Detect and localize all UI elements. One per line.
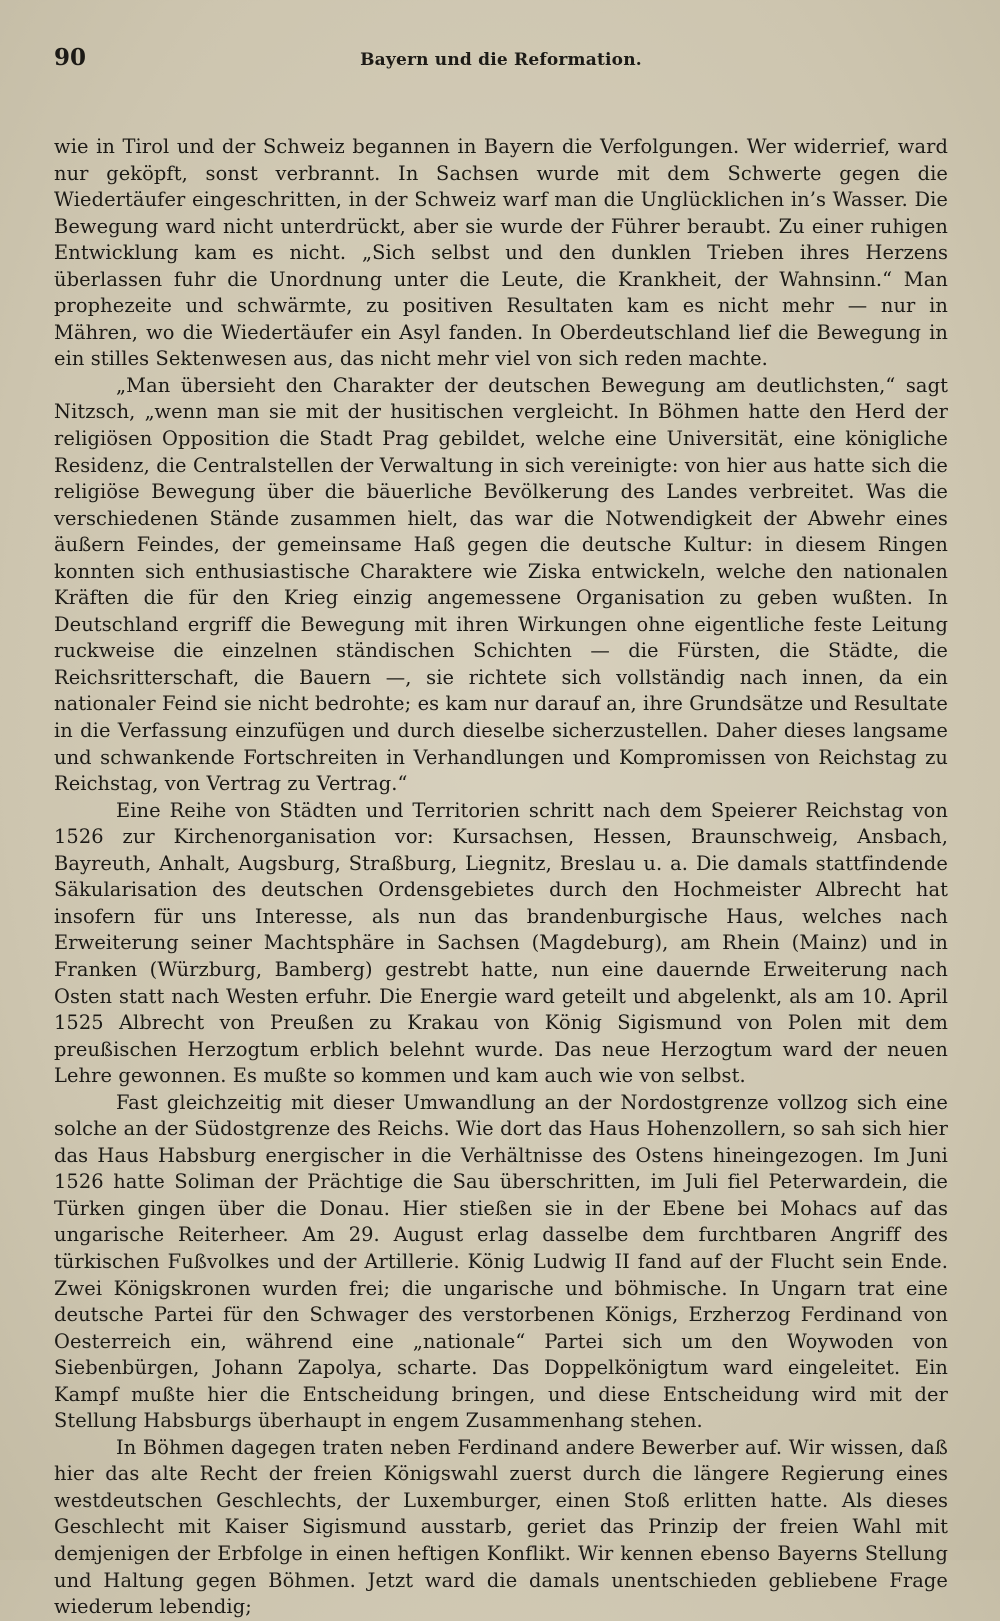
paragraph-5: In Böhmen dagegen traten neben Ferdinand andere Bewerber auf. Wir wissen, daß hier das alte Recht der freien Königswahl zuerst durch die längere Regierung eines westdeutschen Geschlechts, der Luxemburger, einen Stoß erlitten hatte. Als dieses Geschlecht mit Kaiser Sigismund ausstarb, geriet das Prinzip der freien Wahl mit demjenigen der Erbfolge in einen heftigen Konflikt. Wir kennen ebenso Bayerns Stellung und Haltung gegen Böhmen. Jetzt ward die damals unentschieden gebliebene Frage wiederum lebendig; — [54, 1435, 948, 1619]
page-number: 90 — [54, 44, 87, 71]
body-text — [54, 134, 948, 1621]
paragraph-2: „Man übersieht den Charakter der deutschen Bewegung am deutlichsten,“ sagt Nitzsch, „wenn man sie mit der husitischen vergleicht. In Böhmen hatte den Herd der religiösen Opposition die Stadt Prag gebildet, welche eine Universität, eine königliche Residenz, die Centralstellen der Verwaltung in sich vereinigte: von hier aus hatte sich die religiöse Bewegung über die bäuerliche Bevölkerung des Landes verbreitet. Was die verschiedenen Stände zusammen hielt, das war die Notwendigkeit der Abwehr eines äußern Feindes, der gemeinsame Haß gegen die deutsche Kultur: in diesem Ringen konnten sich enthusiastische Charaktere wie Ziska entwickeln, welche den nationalen Kräften die für den Krieg einzig angemessene Organisation zu geben wußten. In Deutschland ergriff die Bewegung mit ihren Wirkungen ohne eigentliche feste Leitung ruckweise die einzelnen ständischen Schichten — die Fürsten, die Städte, die Reichsritterschaft, die Bauern —, sie richtete sich vollständig nach innen, da ein nationaler Feind sie nicht bedrohte; es kam nur darauf an, ihre Grundsätze und Resultate in die Verfassung einzufügen und durch dieselbe sicherzustellen. Daher dieses langsame und schwankende Fortschreiten in Verhandlungen und Kompromissen von Reichstag zu Reichstag, von Vertrag zu Vertrag.“ — [54, 373, 948, 796]
paragraph-4: Fast gleichzeitig mit dieser Umwandlung an der Nordostgrenze vollzog sich eine solche an der Südostgrenze des Reichs. Wie dort das Haus Hohenzollern, so sah sich hier das Haus Habsburg energischer in die Verhältnisse des Ostens hineingezogen. Im Juni 1526 hatte Soliman der Prächtige die Sau überschritten, im Juli fiel Peterwardein, die Türken gingen über die Donau. Hier stießen sie in der Ebene bei Mohacs auf das ungarische Reiterheer. Am 29. August erlag dasselbe dem furchtbaren Angriff des türkischen Fußvolkes und der Artillerie. König Ludwig II fand auf der Flucht sein Ende. Zwei Königskronen wurden frei; die ungarische und böhmische. In Ungarn trat eine deutsche Partei für den Schwager des verstorbenen Königs, Erzherzog Ferdinand von Oesterreich ein, während eine „nationale“ Partei sich um den Woywoden von Siebenbürgen, Johann Zapolya, scharte. Das Doppelkönigtum ward eingeleitet. Ein Kampf mußte hier die Entscheidung bringen, und diese Entscheidung wird mit der Stellung Habsburgs überhaupt in engem Zusammenhang stehen. — [54, 1090, 948, 1433]
page-header — [54, 44, 948, 84]
paragraph-1: wie in Tirol und der Schweiz begannen in Bayern die Verfolgungen. Wer widerrief, ward nur geköpft, sonst verbrannt. In Sachsen wurde mit dem Schwerte gegen die Wiedertäufer eingeschritten, in der Schweiz warf man die Unglücklichen in’s Wasser. Die Bewegung ward nicht unterdrückt, aber sie wurde der Führer beraubt. Zu einer ruhigen Entwicklung kam es nicht. „Sich selbst und den dunklen Trieben ihres Herzens überlassen fuhr die Unordnung unter die Leute, die Krankheit, der Wahnsinn.“ Man prophezeite und schwärmte, zu positiven Resultaten kam es nicht mehr — nur in Mähren, wo die Wiedertäufer ein Asyl fanden. In Oberdeutschland lief die Bewegung in ein stilles Sektenwesen aus, das nicht mehr viel von sich reden machte. — [54, 135, 948, 371]
paragraph-3: Eine Reihe von Städten und Territorien schritt nach dem Speierer Reichstag von 1526 zur Kirchenorganisation vor: Kursachsen, Hessen, Braunschweig, Ansbach, Bayreuth, Anhalt, Augsburg, Straßburg, Liegnitz, Breslau u. a. Die damals stattfindende Säkularisation des deutschen Ordensgebietes durch den Hochmeister Albrecht hat insofern für uns Interesse, als nun das brandenburgische Haus, welches nach Erweiterung seiner Machtsphäre in Sachsen (Magdeburg), am Rhein (Mainz) und in Franken (Würzburg, Bamberg) gestrebt hatte, nun eine dauernde Erweiterung nach Osten statt nach Westen erfuhr. Die Energie ward geteilt und abgelenkt, als am 10. April 1525 Albrecht von Preußen zu Krakau von König Sigismund von Polen mit dem preußischen Herzogtum erblich belehnt wurde. Das neue Herzogtum ward der neuen Lehre gewonnen. Es mußte so kommen und kam auch wie von selbst. — [54, 798, 948, 1088]
running-title: Bayern und die Reformation. — [360, 50, 642, 70]
